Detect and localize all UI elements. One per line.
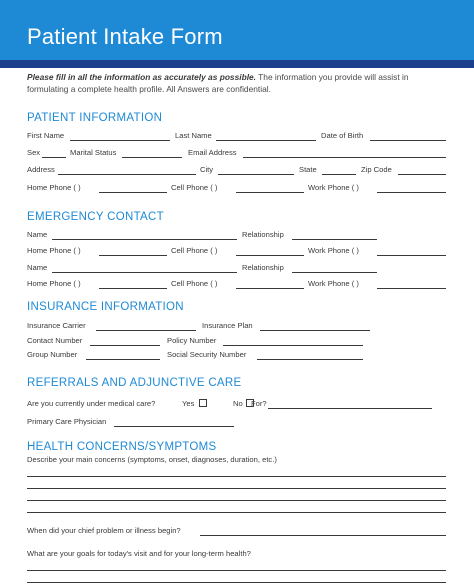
emergency-work-phone-label-1: Work Phone ( ) — [308, 246, 359, 255]
concerns-line-3[interactable] — [27, 500, 446, 501]
first-name-label: First Name — [27, 131, 65, 140]
emergency-cell-phone-label-1: Cell Phone ( ) — [171, 246, 218, 255]
email-label: Email Address — [188, 148, 237, 157]
emergency-cell-phone-field-1[interactable] — [236, 255, 304, 256]
marital-status-label: Marital Status — [70, 148, 117, 157]
for-field[interactable] — [268, 408, 432, 409]
goals-line-2[interactable] — [27, 582, 446, 583]
emergency-home-phone-field-1[interactable] — [99, 255, 167, 256]
relationship-label-2: Relationship — [242, 263, 284, 272]
insurance-carrier-label: Insurance Carrier — [27, 321, 86, 330]
email-field[interactable] — [243, 157, 446, 158]
concerns-line-2[interactable] — [27, 488, 446, 489]
no-label: No — [233, 399, 243, 408]
emergency-work-phone-field-2[interactable] — [377, 288, 446, 289]
section-emergency-contact: EMERGENCY CONTACT — [27, 211, 164, 223]
state-label: State — [299, 165, 317, 174]
concerns-line-4[interactable] — [27, 512, 446, 513]
home-phone-field[interactable] — [99, 192, 167, 193]
home-phone-label: Home Phone ( ) — [27, 183, 81, 192]
emergency-name-field-2[interactable] — [52, 272, 237, 273]
city-field[interactable] — [218, 174, 294, 175]
concerns-line-1[interactable] — [27, 476, 446, 477]
zip-code-label: Zip Code — [361, 165, 392, 174]
sex-field[interactable] — [42, 157, 66, 158]
primary-care-physician-field[interactable] — [114, 426, 234, 427]
emergency-name-field-1[interactable] — [52, 239, 237, 240]
medical-care-question: Are you currently under medical care? — [27, 399, 156, 408]
yes-label: Yes — [182, 399, 195, 408]
contact-number-label: Contact Number — [27, 336, 83, 345]
illness-begin-field[interactable] — [200, 535, 446, 536]
emergency-name-label-1: Name — [27, 230, 48, 239]
address-label: Address — [27, 165, 55, 174]
intro-body: The information you provide will assist in formulating a complete health profile. All Answers are confidential. — [27, 72, 409, 94]
header-band — [0, 60, 474, 68]
goals-line-1[interactable] — [27, 570, 446, 571]
illness-begin-label: When did your chief problem or illness begin? — [27, 526, 181, 535]
intro-text — [27, 71, 452, 95]
emergency-home-phone-field-2[interactable] — [99, 288, 167, 289]
dob-field[interactable] — [370, 140, 446, 141]
main-concerns-label: Describe your main concerns (symptoms, onset, diagnoses, duration, etc.) — [27, 455, 277, 464]
page-title: Patient Intake Form — [27, 24, 223, 49]
emergency-name-label-2: Name — [27, 263, 48, 272]
marital-status-field[interactable] — [122, 157, 182, 158]
relationship-label-1: Relationship — [242, 230, 284, 239]
intro-emphasis: Please fill in all the information as accurately as possible. — [27, 72, 256, 82]
section-patient-information: PATIENT INFORMATION — [27, 112, 163, 124]
dob-label: Date of Birth — [321, 131, 364, 140]
primary-care-physician-label: Primary Care Physician — [27, 417, 107, 426]
address-field[interactable] — [58, 174, 196, 175]
yes-checkbox[interactable] — [199, 399, 207, 407]
emergency-cell-phone-field-2[interactable] — [236, 288, 304, 289]
zip-code-field[interactable] — [398, 174, 446, 175]
ssn-label: Social Security Number — [167, 350, 247, 359]
section-insurance-information: INSURANCE INFORMATION — [27, 301, 184, 313]
emergency-work-phone-label-2: Work Phone ( ) — [308, 279, 359, 288]
emergency-cell-phone-label-2: Cell Phone ( ) — [171, 279, 218, 288]
group-number-field[interactable] — [86, 359, 160, 360]
last-name-label: Last Name — [175, 131, 212, 140]
relationship-field-2[interactable] — [292, 272, 377, 273]
cell-phone-field[interactable] — [236, 192, 304, 193]
emergency-work-phone-field-1[interactable] — [377, 255, 446, 256]
city-label: City — [200, 165, 214, 174]
ssn-field[interactable] — [257, 359, 363, 360]
first-name-field[interactable] — [70, 140, 170, 141]
insurance-carrier-field[interactable] — [96, 330, 196, 331]
sex-label: Sex — [27, 148, 41, 157]
section-referrals: REFERRALS AND ADJUNCTIVE CARE — [27, 377, 242, 389]
state-field[interactable] — [322, 174, 356, 175]
for-label: For? — [251, 399, 267, 408]
policy-number-field[interactable] — [223, 345, 363, 346]
emergency-home-phone-label-2: Home Phone ( ) — [27, 279, 81, 288]
policy-number-label: Policy Number — [167, 336, 217, 345]
insurance-plan-field[interactable] — [260, 330, 370, 331]
insurance-plan-label: Insurance Plan — [202, 321, 253, 330]
emergency-home-phone-label-1: Home Phone ( ) — [27, 246, 81, 255]
section-health-concerns: HEALTH CONCERNS/SYMPTOMS — [27, 441, 217, 453]
cell-phone-label: Cell Phone ( ) — [171, 183, 218, 192]
last-name-field[interactable] — [216, 140, 316, 141]
contact-number-field[interactable] — [90, 345, 160, 346]
goals-label: What are your goals for today's visit and for your long-term health? — [27, 549, 251, 558]
relationship-field-1[interactable] — [292, 239, 377, 240]
work-phone-field[interactable] — [377, 192, 446, 193]
work-phone-label: Work Phone ( ) — [308, 183, 359, 192]
group-number-label: Group Number — [27, 350, 78, 359]
